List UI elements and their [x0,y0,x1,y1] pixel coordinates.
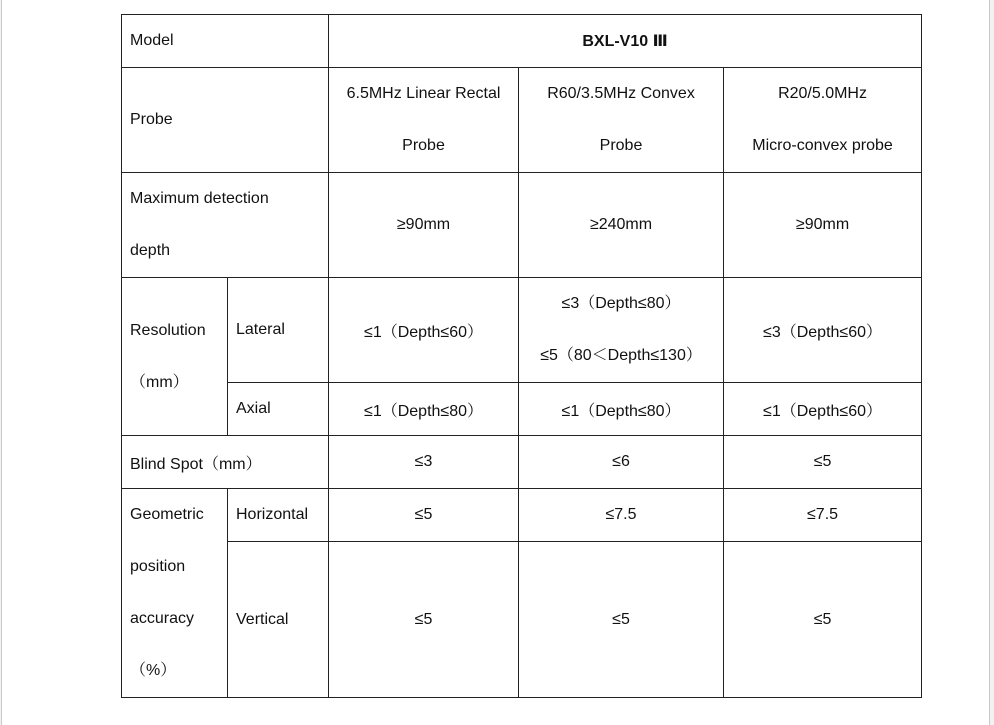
geo-label-line4: （%） [130,662,177,679]
vertical-label: Vertical [228,542,329,698]
max-depth-3: ≥90mm [724,173,922,278]
blind-spot-label: Blind Spot（mm） [122,436,329,489]
horizontal-1: ≤5 [329,489,519,542]
geo-label-line1: Geometric [130,506,204,523]
probe-3-line2: Micro-convex probe [752,137,893,154]
max-depth-1: ≥90mm [329,173,519,278]
probe-2-line2: Probe [599,137,643,154]
lateral-label: Lateral [228,278,329,383]
lateral-2-line2: ≤5（80＜Depth≤130） [540,347,702,364]
document-page [1,0,990,725]
horizontal-3: ≤7.5 [724,489,922,542]
blind-spot-2: ≤6 [519,436,724,489]
max-depth-2: ≥240mm [519,173,724,278]
probe-1-line1: 6.5MHz Linear Rectal [346,85,501,102]
probe-cell-3 [724,68,922,173]
lateral-1: ≤1（Depth≤60） [329,278,519,383]
max-depth-label-line1: Maximum detection [130,190,269,207]
resolution-label-line2: （mm） [130,373,189,391]
geo-label-line2: position [130,558,186,575]
probe-3-line1: R20/5.0MHz [778,85,867,102]
row-blind-spot [122,436,922,489]
probe-2-line1: R60/3.5MHz Convex [547,85,695,102]
horizontal-2: ≤7.5 [519,489,724,542]
model-value: BXL-V10 Ⅲ [329,15,922,68]
resolution-label [122,278,228,436]
model-label: Model [122,15,329,68]
blind-spot-3: ≤5 [724,436,922,489]
lateral-3: ≤3（Depth≤60） [724,278,922,383]
probe-1-line2: Probe [402,137,445,154]
horizontal-label: Horizontal [228,489,329,542]
axial-3: ≤1（Depth≤60） [724,383,922,436]
lateral-2 [519,278,724,383]
spec-table [121,14,922,698]
lateral-2-line1: ≤3（Depth≤80） [561,295,681,312]
geo-label-line3: accuracy [130,610,195,627]
resolution-label-line1: Resolution [130,321,206,339]
row-resolution-axial [122,383,922,436]
probe-cell-2 [519,68,724,173]
probe-cell-1 [329,68,519,173]
max-depth-label-line2: depth [130,242,171,259]
geo-label [122,489,228,698]
axial-2: ≤1（Depth≤80） [519,383,724,436]
blind-spot-1: ≤3 [329,436,519,489]
probe-label: Probe [122,68,329,173]
row-model [122,15,922,68]
row-max-depth [122,173,922,278]
vertical-2: ≤5 [519,542,724,698]
row-geo-vertical [122,542,922,698]
vertical-1: ≤5 [329,542,519,698]
max-depth-label [122,173,329,278]
axial-label: Axial [228,383,329,436]
vertical-3: ≤5 [724,542,922,698]
row-geo-horizontal [122,489,922,542]
row-probe [122,68,922,173]
axial-1: ≤1（Depth≤80） [329,383,519,436]
row-resolution-lateral [122,278,922,383]
